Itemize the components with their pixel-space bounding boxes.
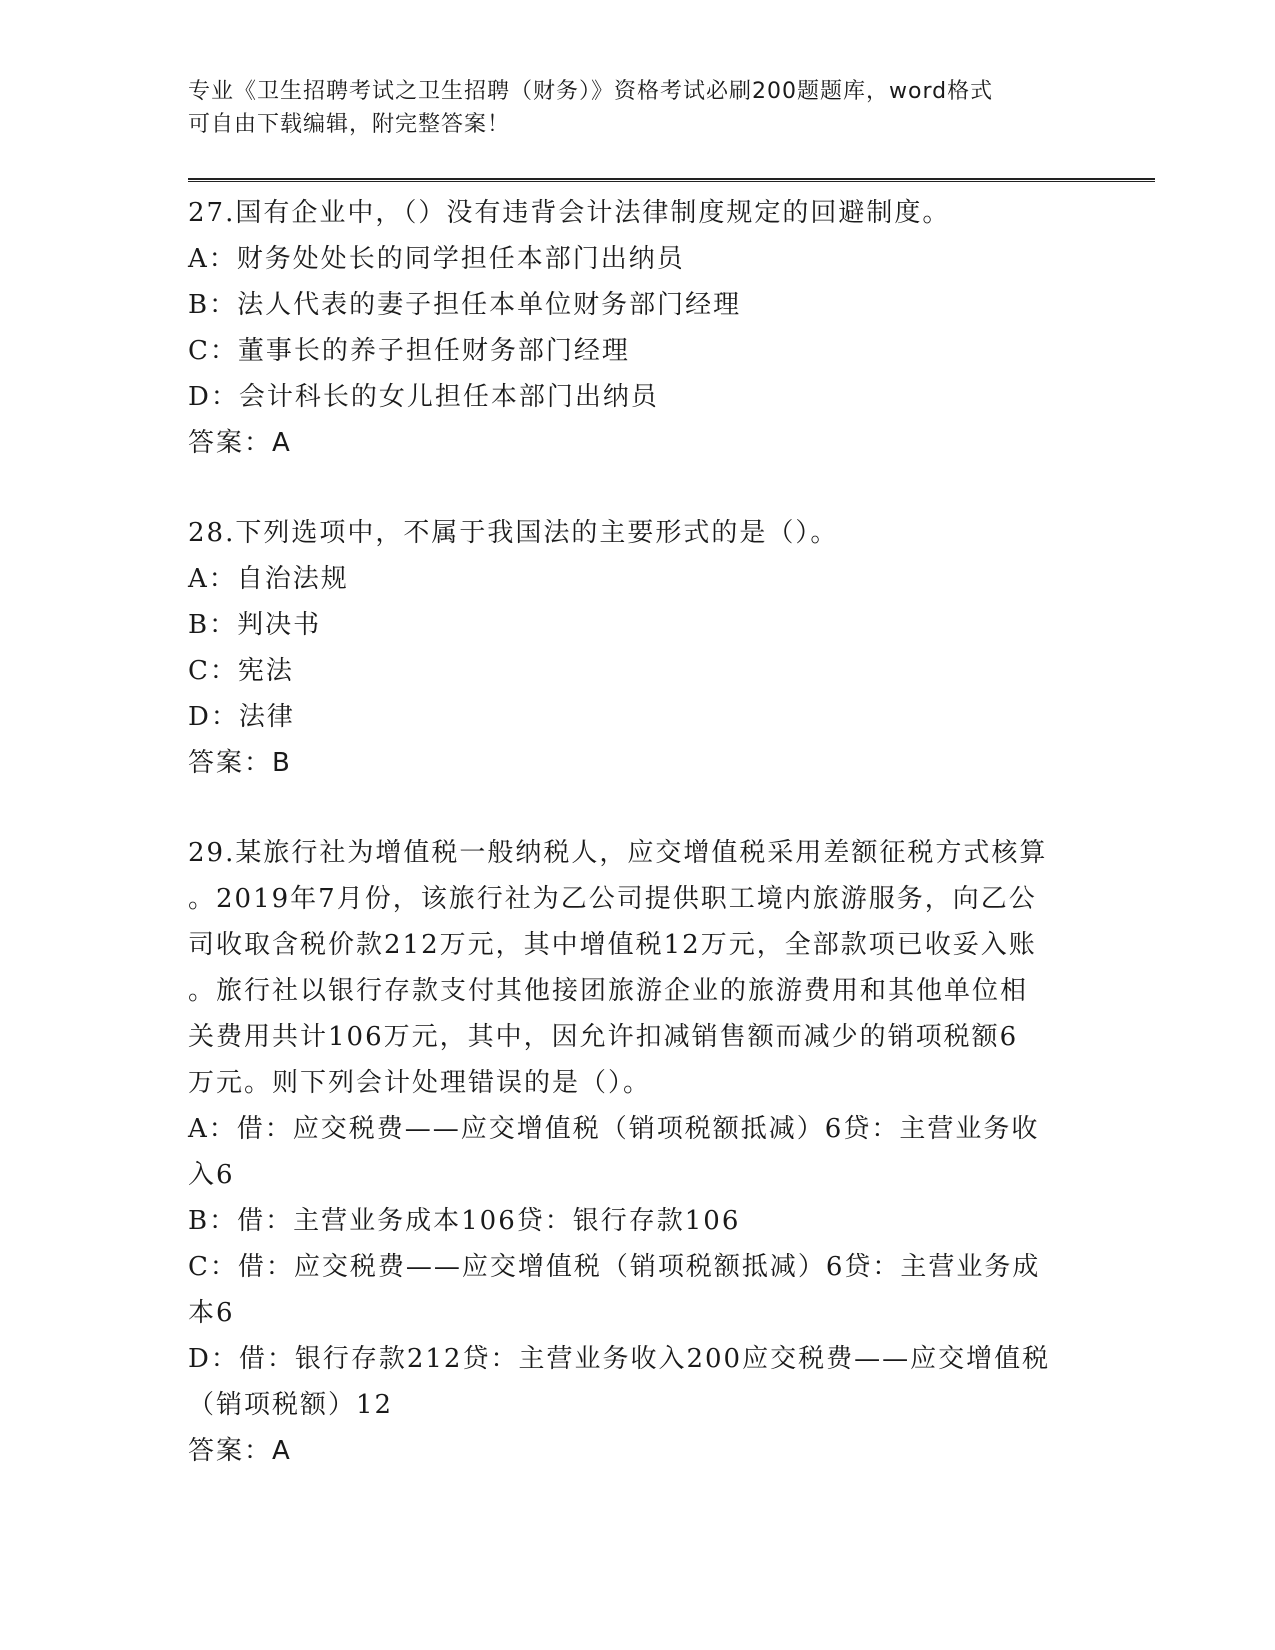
- option-b: B：判决书: [188, 610, 322, 640]
- document-header: [188, 75, 1088, 141]
- question-stem-line: 万元。则下列会计处理错误的是（）。: [188, 1068, 652, 1098]
- option-d-line: （销项税额）12: [188, 1390, 394, 1420]
- option-c: C：董事长的养子担任财务部门经理: [188, 336, 630, 366]
- answer: 答案：A: [188, 428, 292, 458]
- question-28: [188, 510, 1088, 786]
- question-stem-line: 关费用共计106万元，其中，因允许扣减销售额而减少的销项税额6: [188, 1022, 1019, 1052]
- option-d: D：会计科长的女儿担任本部门出纳员: [188, 382, 659, 412]
- header-line-2: 可自由下载编辑，附完整答案！: [188, 112, 511, 137]
- option-a: A：财务处处长的同学担任本部门出纳员: [188, 244, 685, 274]
- option-d-line: D：借：银行存款212贷：主营业务收入200应交税费——应交增值税: [188, 1344, 1051, 1374]
- question-29: [188, 830, 1088, 1474]
- option-d: D：法律: [188, 702, 295, 732]
- question-27: [188, 190, 1088, 466]
- option-a: A：自治法规: [188, 564, 349, 594]
- question-stem-line: 。2019年7月份，该旅行社为乙公司提供职工境内旅游服务，向乙公: [188, 884, 1037, 914]
- question-stem: 27.国有企业中，（）没有违背会计法律制度规定的回避制度。: [188, 198, 951, 228]
- question-stem: 28.下列选项中，不属于我国法的主要形式的是（）。: [188, 518, 839, 548]
- option-b: B：法人代表的妻子担任本单位财务部门经理: [188, 290, 742, 320]
- option-c: C：宪法: [188, 656, 294, 686]
- option-a-line: A：借：应交税费——应交增值税（销项税额抵减）6贷：主营业务收: [188, 1114, 1040, 1144]
- spacer: [188, 786, 1088, 830]
- option-c-line: 本6: [188, 1298, 235, 1328]
- answer: 答案：B: [188, 748, 292, 778]
- option-a-line: 入6: [188, 1160, 235, 1190]
- spacer: [188, 466, 1088, 510]
- option-c-line: C：借：应交税费——应交增值税（销项税额抵减）6贷：主营业务成: [188, 1252, 1041, 1282]
- question-stem-line: 29.某旅行社为增值税一般纳税人，应交增值税采用差额征税方式核算: [188, 838, 1048, 868]
- question-stem-line: 司收取含税价款212万元，其中增值税12万元，全部款项已收妥入账: [188, 930, 1037, 960]
- answer: 答案：A: [188, 1436, 292, 1466]
- option-b: B：借：主营业务成本106贷：银行存款106: [188, 1206, 741, 1236]
- header-divider: [188, 178, 1155, 182]
- question-list: [188, 190, 1088, 1474]
- header-line-1: 专业《卫生招聘考试之卫生招聘（财务）》资格考试必刷200题题库，word格式: [188, 79, 994, 104]
- question-stem-line: 。旅行社以银行存款支付其他接团旅游企业的旅游费用和其他单位相: [188, 976, 1029, 1006]
